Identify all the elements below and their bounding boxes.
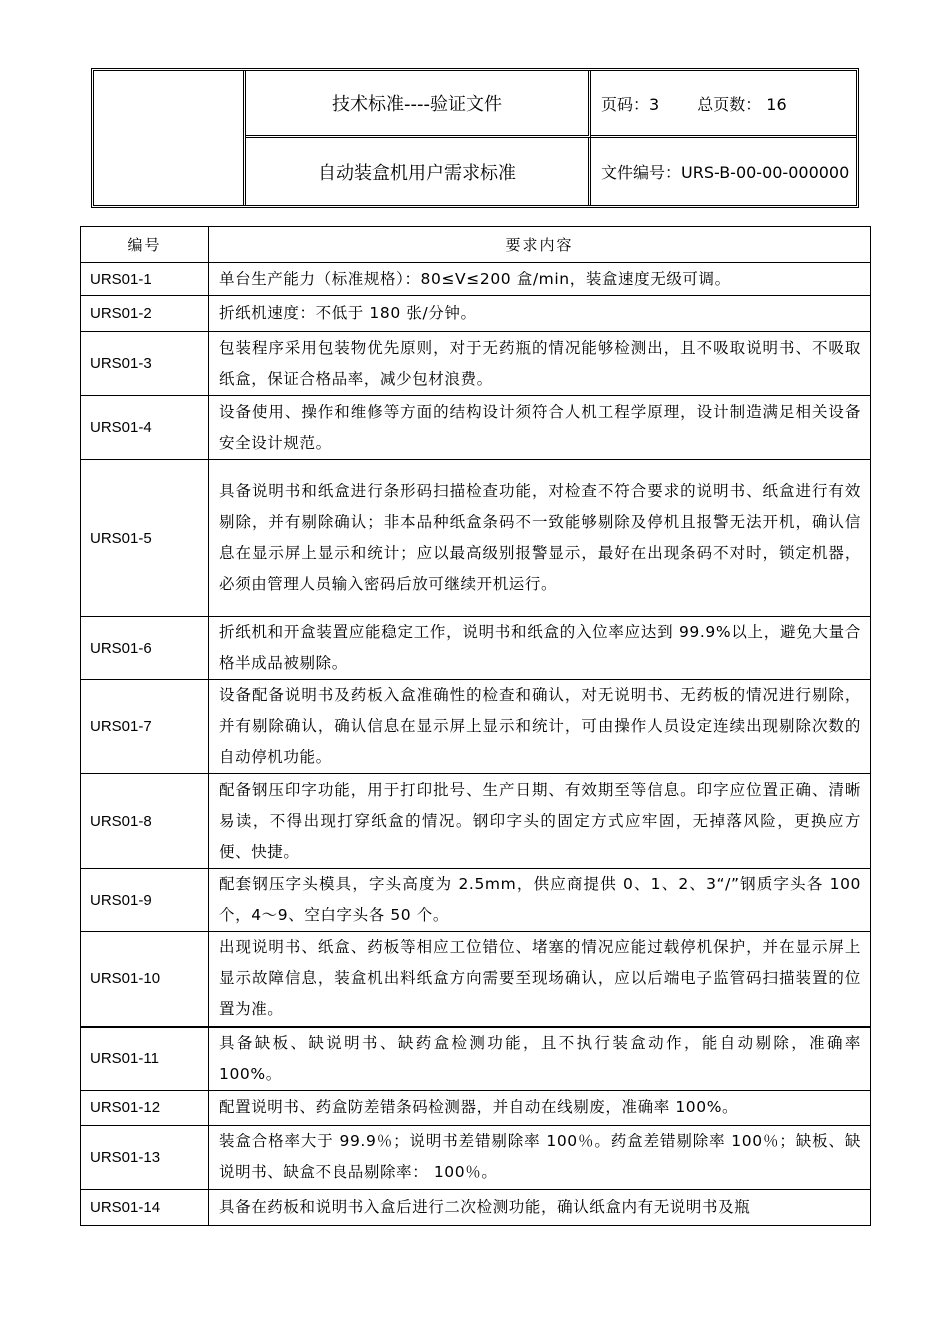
requirement-id: URS01-10 xyxy=(81,932,209,1027)
table-row xyxy=(81,617,871,680)
logo-cell xyxy=(94,71,246,205)
page-number: 页码：3 xyxy=(601,94,660,114)
requirement-content: 配套钢压字头模具，字头高度为 2.5mm，供应商提供 0、1、2、3“/”钢质字头各 100 个，4～9、空白字头各 50 个。 xyxy=(209,869,871,932)
requirement-content: 折纸机和开盒装置应能稳定工作，说明书和纸盒的入位率应达到 99.9%以上，避免大量合格半成品被剔除。 xyxy=(209,617,871,680)
table-row xyxy=(81,332,871,396)
column-header-id: 编号 xyxy=(81,227,209,263)
document-title xyxy=(246,138,591,205)
requirements-table xyxy=(80,226,871,1226)
requirement-id: URS01-13 xyxy=(81,1125,209,1189)
requirement-id: URS01-1 xyxy=(81,263,209,296)
table-row xyxy=(81,774,871,869)
requirement-content: 单台生产能力（标准规格）：80≤V≤200 盒/min，装盒速度无级可调。 xyxy=(209,263,871,296)
requirement-content: 设备配备说明书及药板入盒准确性的检查和确认，对无说明书、无药板的情况进行剔除，并有剔除确认，确认信息在显示屏上显示和统计，可由操作人员设定连续出现剔除次数的自动停机功能。 xyxy=(209,680,871,774)
table-row xyxy=(81,932,871,1027)
requirement-id: URS01-14 xyxy=(81,1189,209,1225)
requirement-content: 配备钢压印字功能，用于打印批号、生产日期、有效期至等信息。印字应位置正确、清晰易读，不得出现打穿纸盒的情况。钢印字头的固定方式应牢固，无掉落风险，更换应方便、快捷。 xyxy=(209,774,871,869)
requirement-content: 包装程序采用包装物优先原则，对于无药瓶的情况能够检测出，且不吸取说明书、不吸取纸盒，保证合格品率，减少包材浪费。 xyxy=(209,332,871,396)
document-category-title xyxy=(246,71,591,138)
requirement-id: URS01-7 xyxy=(81,680,209,774)
column-header-content: 要求内容 xyxy=(209,227,871,263)
document-header xyxy=(91,68,859,208)
table-row xyxy=(81,396,871,460)
requirement-id: URS01-3 xyxy=(81,332,209,396)
requirement-id: URS01-11 xyxy=(81,1027,209,1091)
table-row xyxy=(81,1125,871,1189)
requirement-content: 设备使用、操作和维修等方面的结构设计须符合人机工程学原理，设计制造满足相关设备安全设计规范。 xyxy=(209,396,871,460)
requirement-content: 出现说明书、纸盒、药板等相应工位错位、堵塞的情况应能过载停机保护，并在显示屏上显示故障信息，装盒机出料纸盒方向需要至现场确认，应以后端电子监管码扫描装置的位置为准。 xyxy=(209,932,871,1027)
table-row xyxy=(81,680,871,774)
requirement-id: URS01-12 xyxy=(81,1090,209,1125)
table-row xyxy=(81,263,871,296)
total-pages: 总页数： 16 xyxy=(697,94,787,114)
requirement-content: 装盒合格率大于 99.9％；说明书差错剔除率 100％。药盒差错剔除率 100％；缺板、缺说明书、缺盒不良品剔除率： 100％。 xyxy=(209,1125,871,1189)
requirement-id: URS01-9 xyxy=(81,869,209,932)
category-title-text: 技术标准----验证文件 xyxy=(332,94,502,115)
requirement-content: 具备说明书和纸盒进行条形码扫描检查功能，对检查不符合要求的说明书、纸盒进行有效剔除，并有剔除确认；非本品种纸盒条码不一致能够剔除及停机且报警无法开机，确认信息在显示屏上显示和统计；应以最高级别报警显示，最好在出现条码不对时，锁定机器，必须由管理人员输入密码后放可继续开机运行。 xyxy=(209,460,871,617)
table-row xyxy=(81,460,871,617)
document-number-text: 文件编号：URS-B-00-00-000000 xyxy=(601,163,850,182)
requirement-id: URS01-6 xyxy=(81,617,209,680)
requirement-id: URS01-2 xyxy=(81,296,209,332)
requirement-id: URS01-4 xyxy=(81,396,209,460)
document-title-text: 自动装盒机用户需求标准 xyxy=(318,162,516,184)
table-header-row xyxy=(81,227,871,263)
requirement-content: 配置说明书、药盒防差错条码检测器，并自动在线剔废，准确率 100%。 xyxy=(209,1090,871,1125)
table-row xyxy=(81,296,871,332)
requirement-content: 折纸机速度：不低于 180 张/分钟。 xyxy=(209,296,871,332)
table-row xyxy=(81,1090,871,1125)
table-row xyxy=(81,1027,871,1091)
requirement-id: URS01-8 xyxy=(81,774,209,869)
document-number xyxy=(591,138,856,205)
requirement-id: URS01-5 xyxy=(81,460,209,617)
table-row xyxy=(81,1189,871,1225)
requirement-content: 具备缺板、缺说明书、缺药盒检测功能，且不执行装盒动作，能自动剔除，准确率 100%。 xyxy=(209,1027,871,1091)
requirement-content: 具备在药板和说明书入盒后进行二次检测功能，确认纸盒内有无说明书及瓶 xyxy=(209,1189,871,1225)
page-info xyxy=(591,71,856,138)
table-row xyxy=(81,869,871,932)
